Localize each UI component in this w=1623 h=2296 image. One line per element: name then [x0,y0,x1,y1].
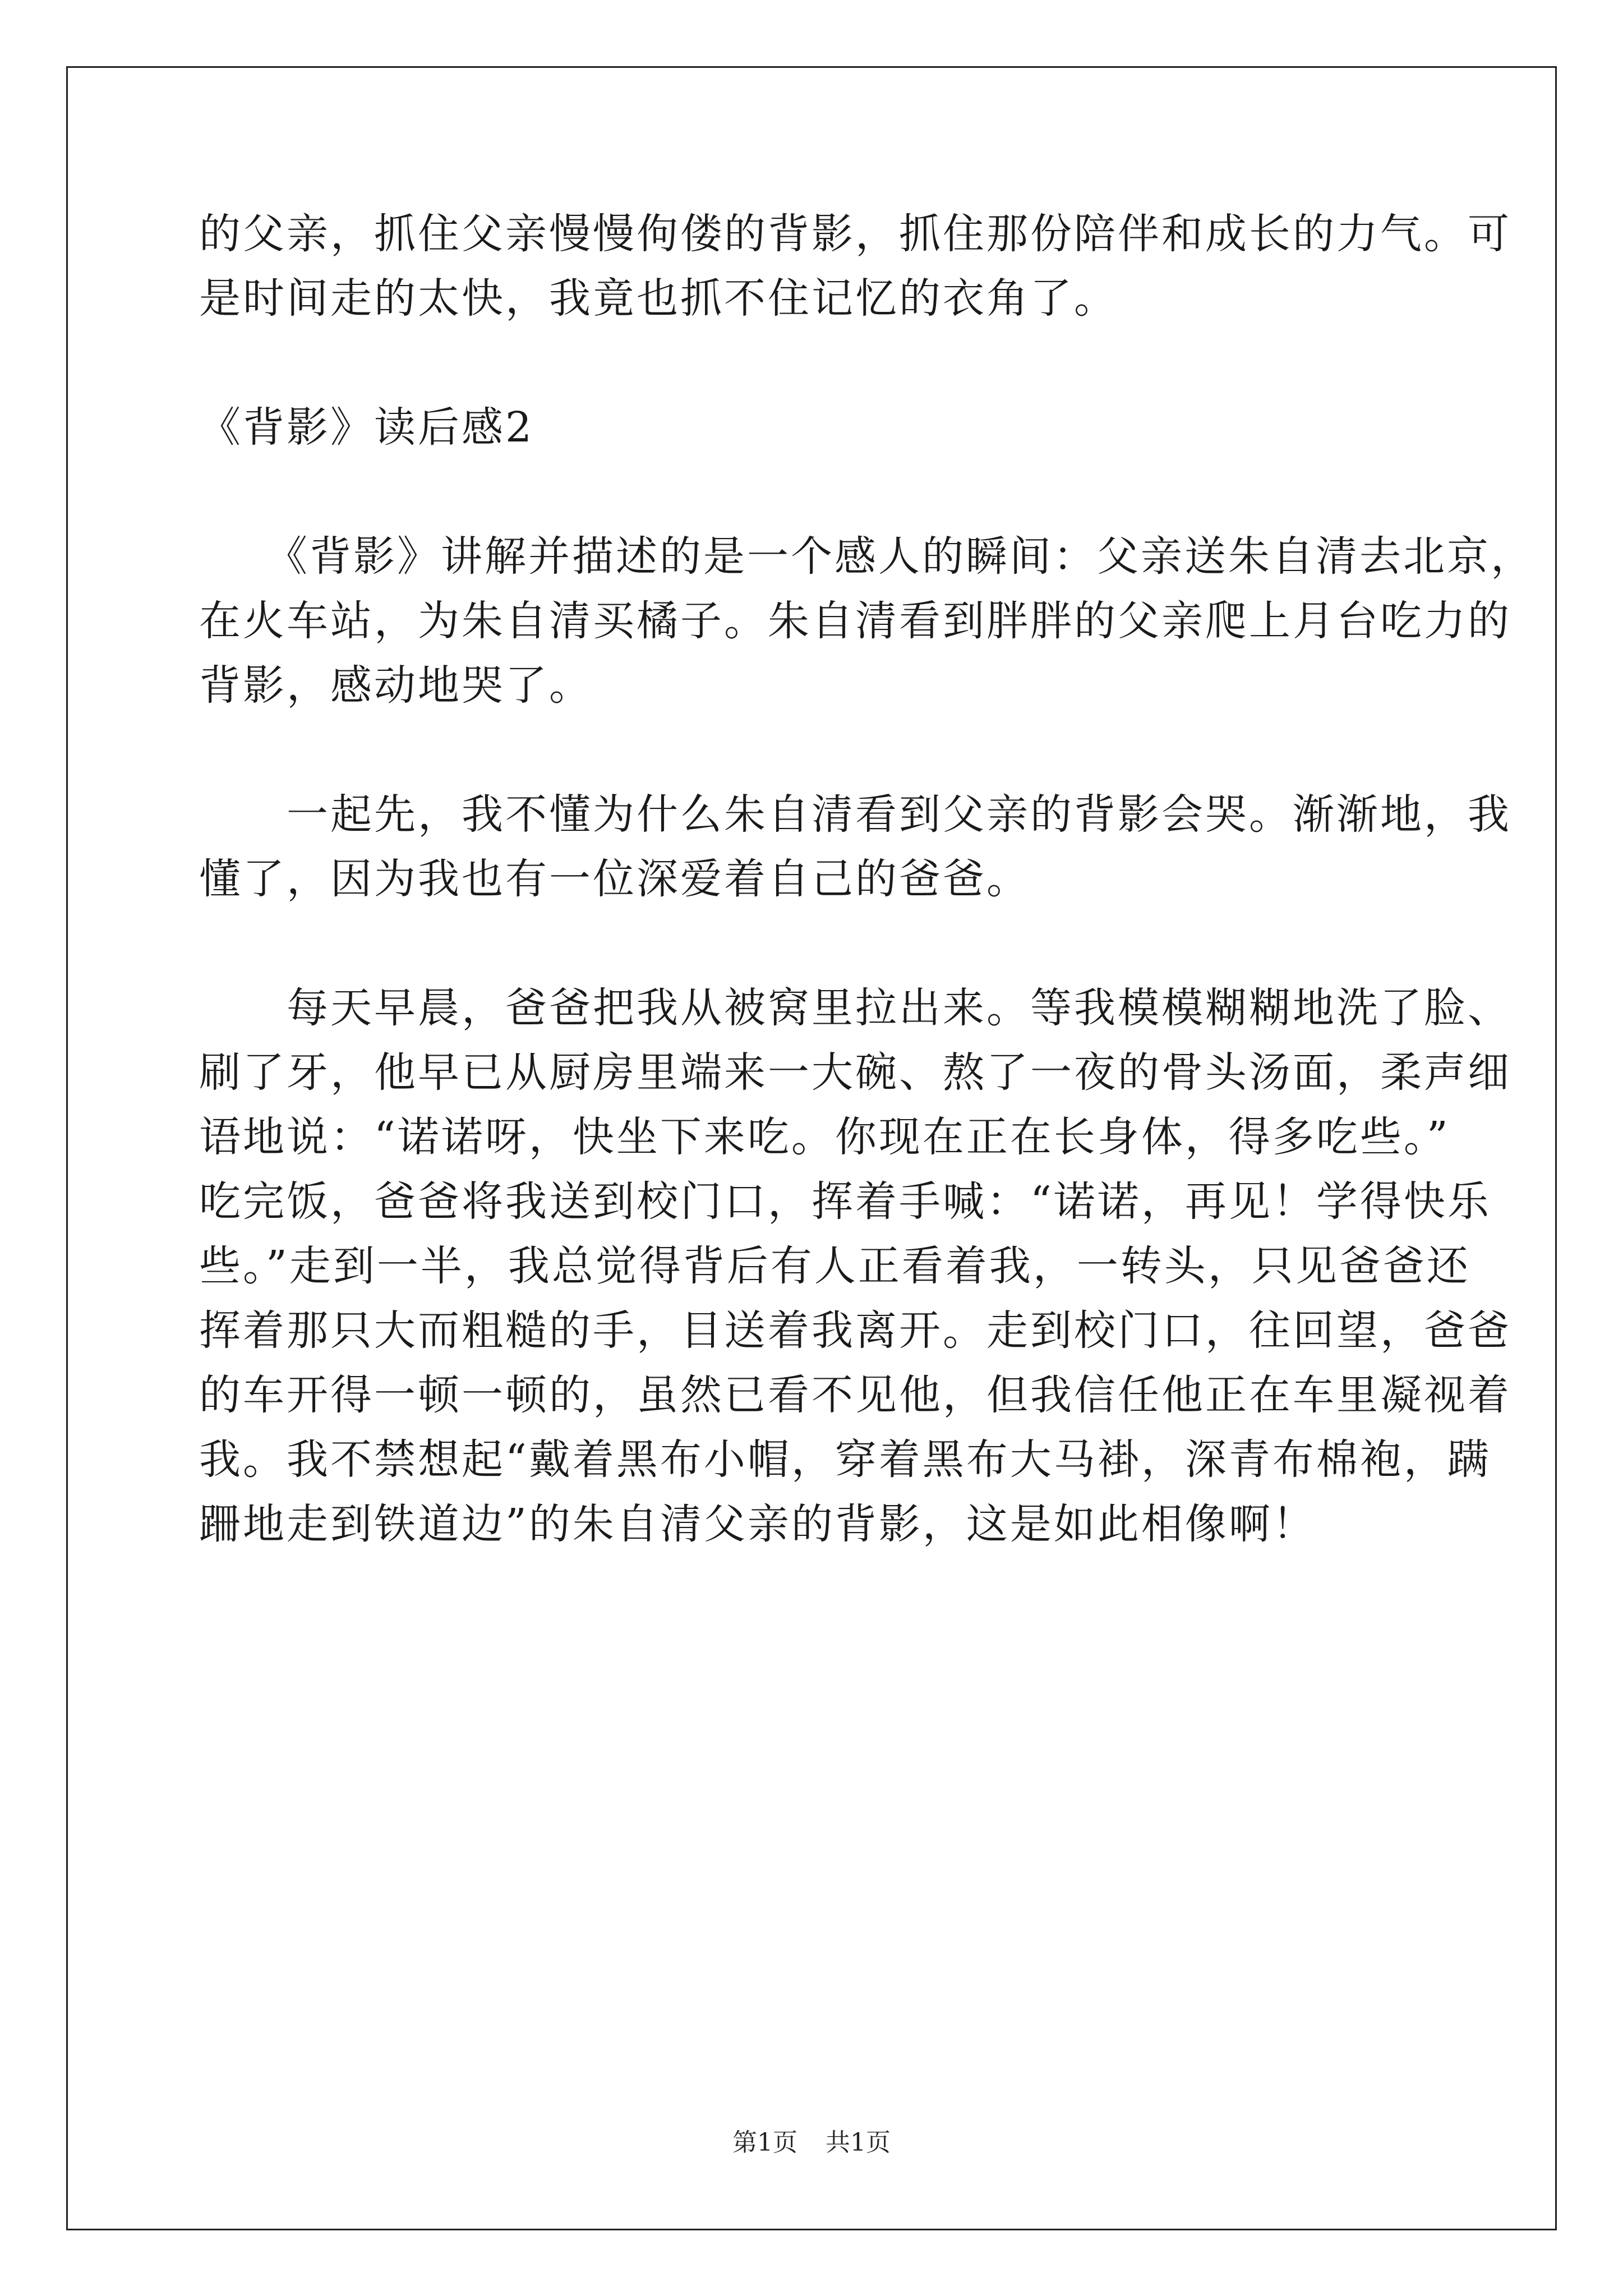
text-line: 在火车站，为朱自清买橘子。朱自清看到胖胖的父亲爬上月台吃力的 [199,597,1511,645]
text-line: 挥着那只大而粗糙的手，目送着我离开。走到校门口，往回望，爸爸 [199,1306,1511,1355]
paragraph-gap [199,912,1433,976]
text-line: 我。我不禁想起“戴着黑布小帽，穿着黑布大马褂，深青布棉袍，蹒 [199,1435,1491,1484]
text-line: 些。”走到一半，我总觉得背后有人正看着我，一转头，只见爸爸还 [199,1242,1470,1290]
text-line: 每天早晨，爸爸把我从被窝里拉出来。等我模模糊糊地洗了脸、 [199,984,1511,1032]
paragraph-gap [199,331,1433,395]
section-heading: 《背影》读后感2 [199,403,534,452]
page-total: 共1页 [826,2128,891,2157]
text-line: 刷了牙，他早已从厨房里端来一大碗、熬了一夜的骨头汤面，柔声细 [199,1048,1511,1097]
text-line: 语地说：“诺诺呀，快坐下来吃。你现在正在长身体，得多吃些。” [199,1113,1450,1161]
page-number: 第1页 [732,2128,797,2157]
paragraph-gap [199,718,1433,783]
text-line: 的父亲，抓住父亲慢慢佝偻的背影，抓住那份陪伴和成长的力气。可 [199,210,1511,258]
text-line: 吃完饭，爸爸将我送到校门口，挥着手喊：“诺诺，再见！学得快乐 [199,1177,1491,1226]
text-line: 背影，感动地哭了。 [199,661,593,710]
text-line: 的车开得一顿一顿的，虽然已看不见他，但我信任他正在车里凝视着 [199,1371,1511,1419]
text-line: 一起先，我不懂为什么朱自清看到父亲的背影会哭。渐渐地，我 [199,790,1511,839]
text-line: 懂了，因为我也有一位深爱着自己的爸爸。 [199,855,1030,903]
text-line: 是时间走的太快，我竟也抓不住记忆的衣角了。 [199,274,1118,323]
page-footer [0,2126,1623,2160]
text-line: 跚地走到铁道边”的朱自清父亲的背影，这是如此相像啊！ [199,1500,1316,1548]
paragraph-gap [199,460,1433,524]
text-line: 《背影》讲解并描述的是一个感人的瞬间：父亲送朱自清去北京， [199,532,1534,581]
document-body [199,202,1534,1557]
